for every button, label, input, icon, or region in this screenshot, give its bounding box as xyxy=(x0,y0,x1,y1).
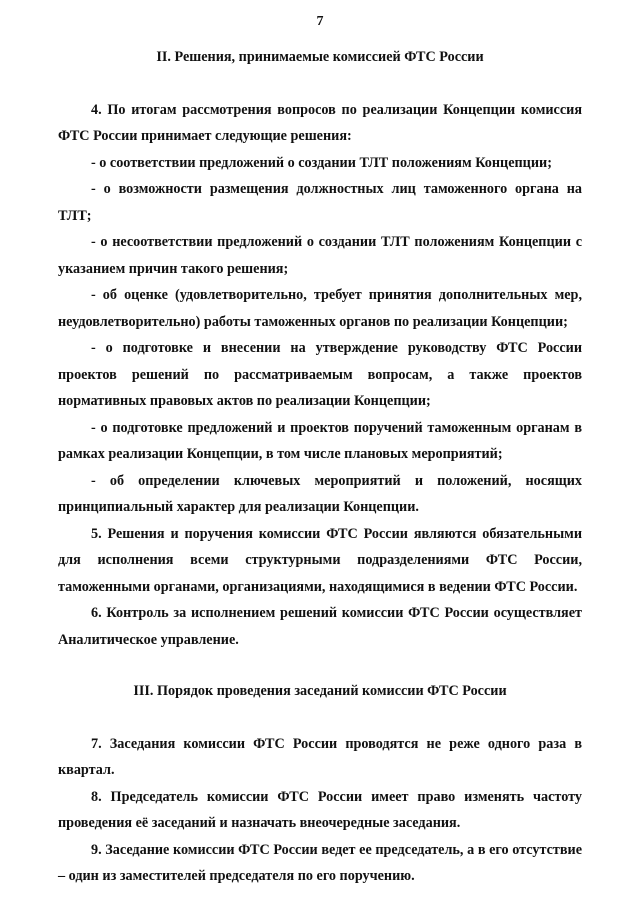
decision-item: - о несоответствии предложений о создании ТЛТ положениям Концепции с указанием причин такого решения; xyxy=(58,234,582,277)
paragraph-4: 4. По итогам рассмотрения вопросов по реализации Концепции комиссия ФТС России принимает следующие решения: xyxy=(58,101,582,144)
section-3-heading: III. Порядок проведения заседаний комиссии ФТС России xyxy=(133,683,507,699)
decision-item: - о соответствии предложений о создании ТЛТ положениям Концепции; xyxy=(91,154,552,171)
decision-item: - о возможности размещения должностных лиц таможенного органа на ТЛТ; xyxy=(58,181,582,224)
decision-item: - об определении ключевых мероприятий и положений, носящих принципиальный характер для реализации Концепции. xyxy=(58,472,582,515)
page-number: 7 xyxy=(316,14,324,29)
paragraph-7: 7. Заседания комиссии ФТС России проводятся не реже одного раза в квартал. xyxy=(58,735,582,778)
decision-item: - о подготовке предложений и проектов поручений таможенным органам в рамках реализации Концепции, в том числе плановых мероприятий; xyxy=(58,419,582,462)
decision-item: - о подготовке и внесении на утверждение руководству ФТС России проектов решений по рассматриваемым вопросам, а также проектов нормативных правовых актов по реализации Концепции; xyxy=(58,340,582,409)
paragraph-9: 9. Заседание комиссии ФТС России ведет ее председатель, а в его отсутствие – один из заместителей председателя по его поручению. xyxy=(58,841,582,884)
section-2-heading: II. Решения, принимаемые комиссией ФТС России xyxy=(156,49,484,65)
paragraph-6: 6. Контроль за исполнением решений комиссии ФТС России осуществляет Аналитическое управление. xyxy=(58,605,582,648)
paragraph-5: 5. Решения и поручения комиссии ФТС России являются обязательными для исполнения всеми структурными подразделениями ФТС России, таможенными органами, организациями, находящимися в ведении ФТС России. xyxy=(58,525,582,595)
decision-item: - об оценке (удовлетворительно, требует принятия дополнительных мер, неудовлетворительно) работы таможенных органов по реализации Концепции; xyxy=(58,287,582,330)
paragraph-8: 8. Председатель комиссии ФТС России имеет право изменять частоту проведения её заседаний и назначать внеочередные заседания. xyxy=(58,788,582,831)
document-body xyxy=(58,44,582,890)
